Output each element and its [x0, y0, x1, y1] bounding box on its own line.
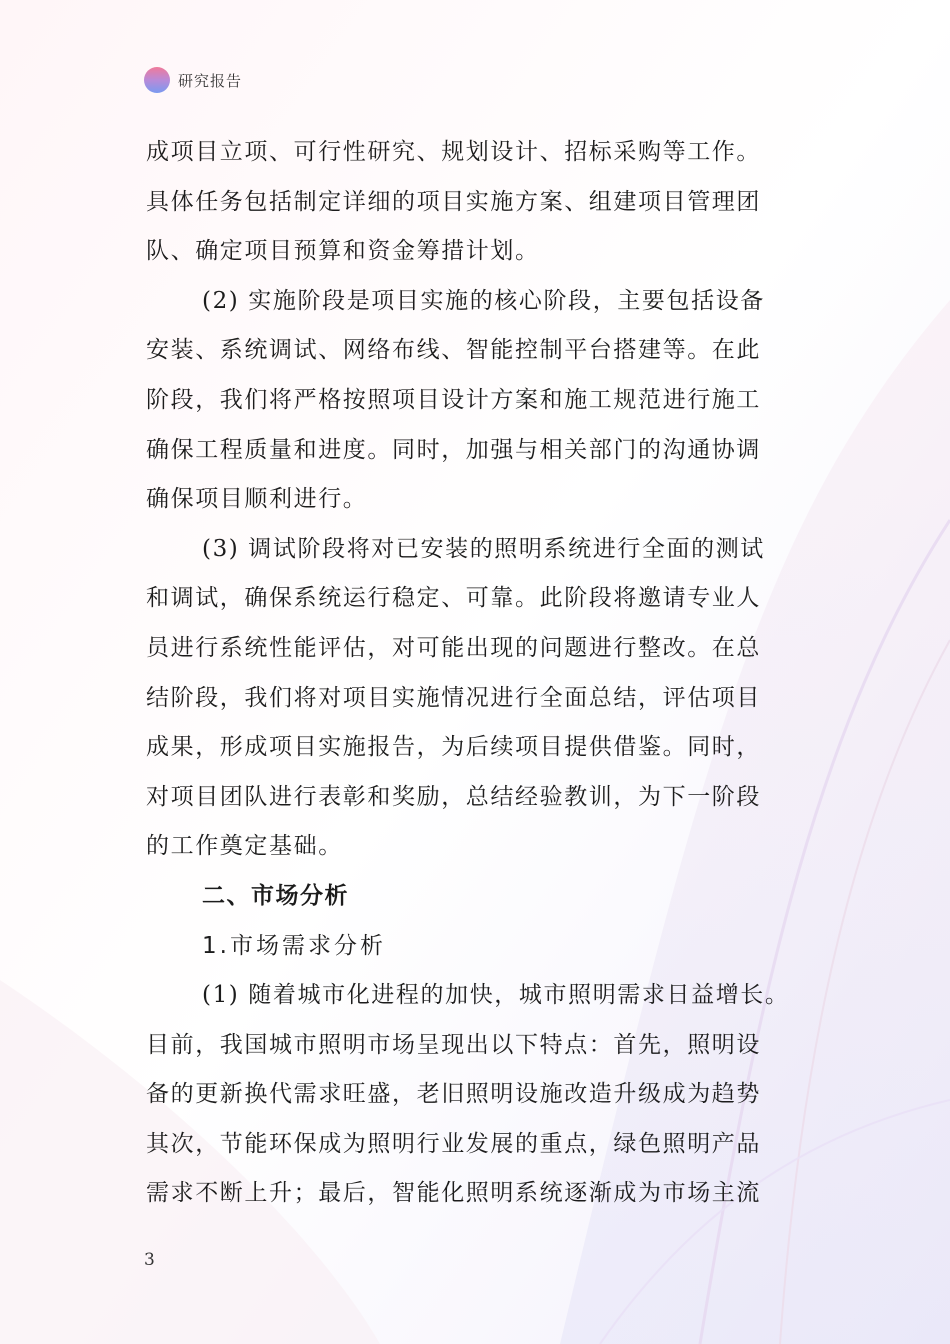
- text-line: 队、确定项目预算和资金筹措计划。: [146, 238, 540, 265]
- text-line: 员进行系统性能评估，对可能出现的问题进行整改。在总: [146, 634, 761, 661]
- page-number: 3: [144, 1250, 155, 1270]
- text-line: 的工作奠定基础。: [146, 833, 343, 860]
- text-line: 确保项目顺利进行。: [146, 486, 368, 513]
- text-line: 需求不断上升；最后，智能化照明系统逐渐成为市场主流: [146, 1180, 761, 1207]
- text-line: 备的更新换代需求旺盛，老旧照明设施改造升级成为趋势: [146, 1081, 761, 1108]
- section-heading: 二、市场分析: [202, 882, 349, 909]
- document-body: [146, 128, 826, 1219]
- text-line: 成果，形成项目实施报告，为后续项目提供借鉴。同时，: [146, 734, 761, 761]
- text-line: 对项目团队进行表彰和奖励，总结经验教训，为下一阶段: [146, 783, 761, 810]
- text-line: (2) 实施阶段是项目实施的核心阶段，主要包括设备: [202, 287, 765, 314]
- logo-circle-icon: [144, 67, 170, 93]
- text-line: 阶段，我们将严格按照项目设计方案和施工规范进行施工: [146, 386, 761, 413]
- text-line: 安装、系统调试、网络布线、智能控制平台搭建等。在此: [146, 337, 761, 364]
- text-line: (3) 调试阶段将对已安装的照明系统进行全面的测试: [202, 535, 765, 562]
- text-line: 目前，我国城市照明市场呈现出以下特点：首先，照明设: [146, 1031, 761, 1058]
- text-line: 其次，节能环保成为照明行业发展的重点，绿色照明产品: [146, 1130, 761, 1157]
- text-line: 具体任务包括制定详细的项目实施方案、组建项目管理团: [146, 188, 761, 215]
- header-title: 研究报告: [178, 71, 243, 90]
- text-line: 确保工程质量和进度。同时，加强与相关部门的沟通协调: [146, 436, 761, 463]
- text-line: 和调试，确保系统运行稳定、可靠。此阶段将邀请专业人: [146, 585, 761, 612]
- text-line: 成项目立项、可行性研究、规划设计、招标采购等工作。: [146, 139, 761, 165]
- text-line: 结阶段，我们将对项目实施情况进行全面总结，评估项目: [146, 684, 761, 711]
- subsection-heading: 1.市场需求分析: [202, 932, 386, 959]
- text-line: (1) 随着城市化进程的加快，城市照明需求日益增长。: [202, 982, 790, 1009]
- report-header: [144, 66, 242, 94]
